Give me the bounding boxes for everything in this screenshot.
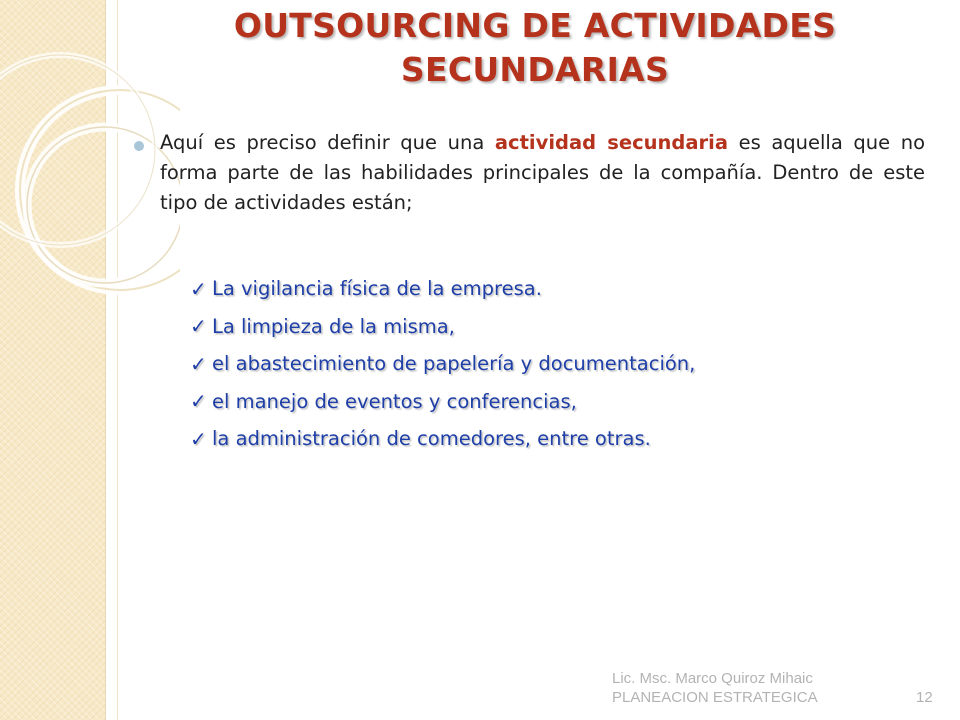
checkmark-icon: ✓: [190, 389, 207, 414]
checkmark-icon: ✓: [190, 276, 207, 301]
slide-title-line2: SECUNDARIAS: [400, 50, 670, 89]
intro-paragraph: [160, 128, 925, 218]
checkmark-icon: ✓: [190, 314, 207, 339]
checklist-item-text: La limpieza de la misma,: [212, 314, 455, 338]
checkmark-icon: ✓: [190, 426, 207, 451]
checklist-item-text: el abastecimiento de papelería y documentación,: [212, 352, 696, 376]
activities-checklist: [190, 270, 910, 458]
checklist-item: [190, 270, 910, 308]
checklist-item-text: La vigilancia física de la empresa.: [212, 277, 542, 301]
decorative-side-divider: [117, 0, 118, 720]
decorative-side-panel: [0, 0, 105, 720]
paragraph-text-before: Aquí es preciso definir que una: [160, 131, 495, 154]
slide-title-line1: OUTSOURCING DE ACTIVIDADES: [233, 6, 837, 45]
paragraph-highlight: actividad secundaria: [494, 131, 728, 154]
checklist-item-text: el manejo de eventos y conferencias,: [212, 389, 577, 413]
checklist-item: [190, 345, 910, 383]
checklist-item-text: la administración de comedores, entre otras.: [212, 427, 651, 451]
slide-title: [150, 4, 920, 92]
paragraph-text-after: es aquella que no forma parte de las habilidades principales de la compañía. Dentro de este tipo de actividades están;: [160, 131, 925, 214]
page-number: 12: [916, 689, 933, 706]
bullet-dot-icon: [134, 141, 144, 151]
checklist-item: [190, 383, 910, 421]
checklist-item: [190, 420, 910, 458]
checkmark-icon: ✓: [190, 351, 207, 376]
footer-author: Lic. Msc. Marco Quiroz Mihaic: [612, 670, 813, 687]
footer-course: PLANEACION ESTRATEGICA: [612, 689, 818, 706]
slide-footer: [612, 669, 942, 707]
checklist-item: [190, 308, 910, 346]
